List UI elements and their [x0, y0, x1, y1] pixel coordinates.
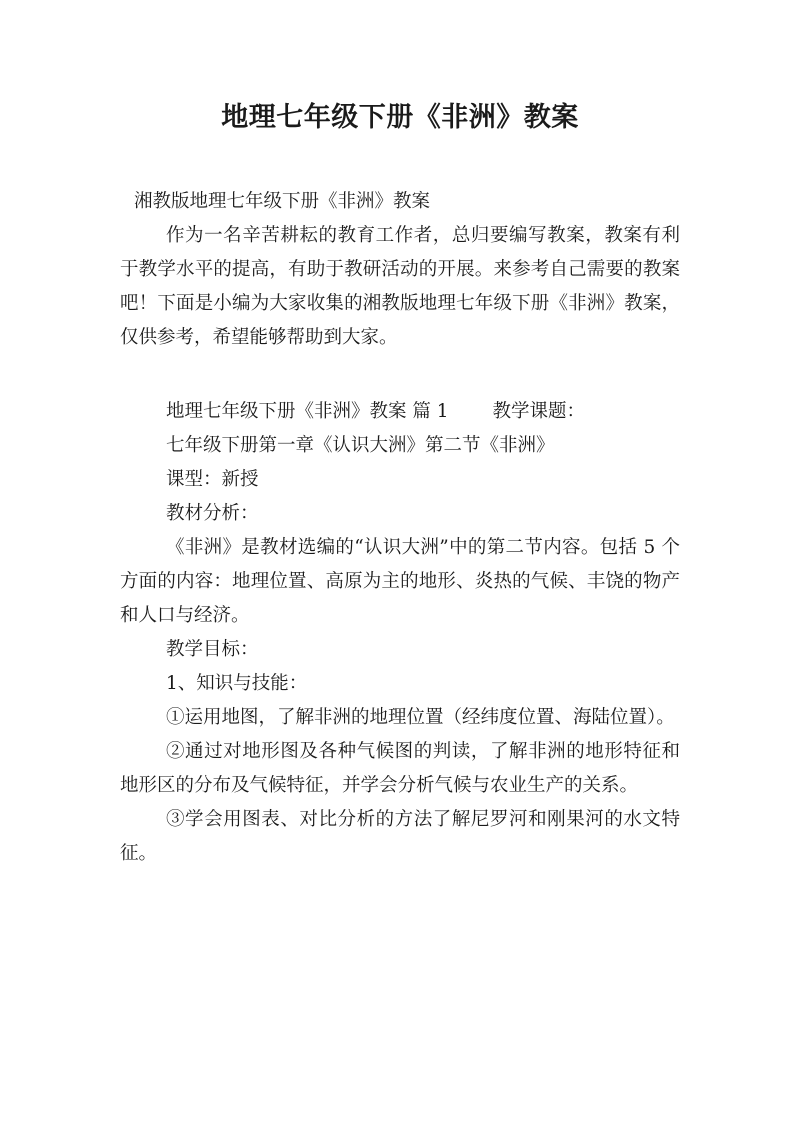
- lesson-topic: 七年级下册第一章《认识大洲》第二节《非洲》: [166, 435, 555, 456]
- document-title: 地理七年级下册《非洲》教案: [221, 102, 579, 133]
- goals-label: 教学目标：: [166, 639, 259, 660]
- document-body: [120, 185, 680, 871]
- subtitle: 湘教版地理七年级下册《非洲》教案: [134, 191, 431, 212]
- lesson-type: 课型：新授: [166, 469, 259, 490]
- lesson-topic-label: 教学课题：: [492, 401, 586, 422]
- intro-paragraph: 作为一名辛苦耕耘的教育工作者，总归要编写教案，教案有利于教学水平的提高，有助于教研活动的开展。来参考自己需要的教案吧！下面是小编为大家收集的湘教版地理七年级下册《非洲》教案，仅供参考，希望能够帮助到大家。: [120, 225, 680, 348]
- goal-item: ①运用地图，了解非洲的地理位置（经纬度位置、海陆位置）。: [166, 707, 675, 728]
- part-heading: 地理七年级下册《非洲》教案 篇 1: [166, 401, 449, 422]
- goal-item: ③学会用图表、对比分析的方法了解尼罗河和刚果河的水文特征。: [120, 809, 680, 864]
- part-heading-line: [120, 395, 680, 429]
- paragraph-gap: [120, 355, 680, 395]
- analysis-label: 教材分析：: [166, 503, 259, 524]
- goal-1-label: 1、知识与技能：: [166, 673, 308, 694]
- analysis-paragraph: 《非洲》是教材选编的“认识大洲”中的第二节内容。包括 5 个方面的内容：地理位置、高原为主的地形、炎热的气候、丰饶的物产和人口与经济。: [120, 537, 680, 626]
- goal-item: ②通过对地形图及各种气候图的判读，了解非洲的地形特征和地形区的分布及气候特征，并学会分析气候与农业生产的关系。: [120, 741, 680, 796]
